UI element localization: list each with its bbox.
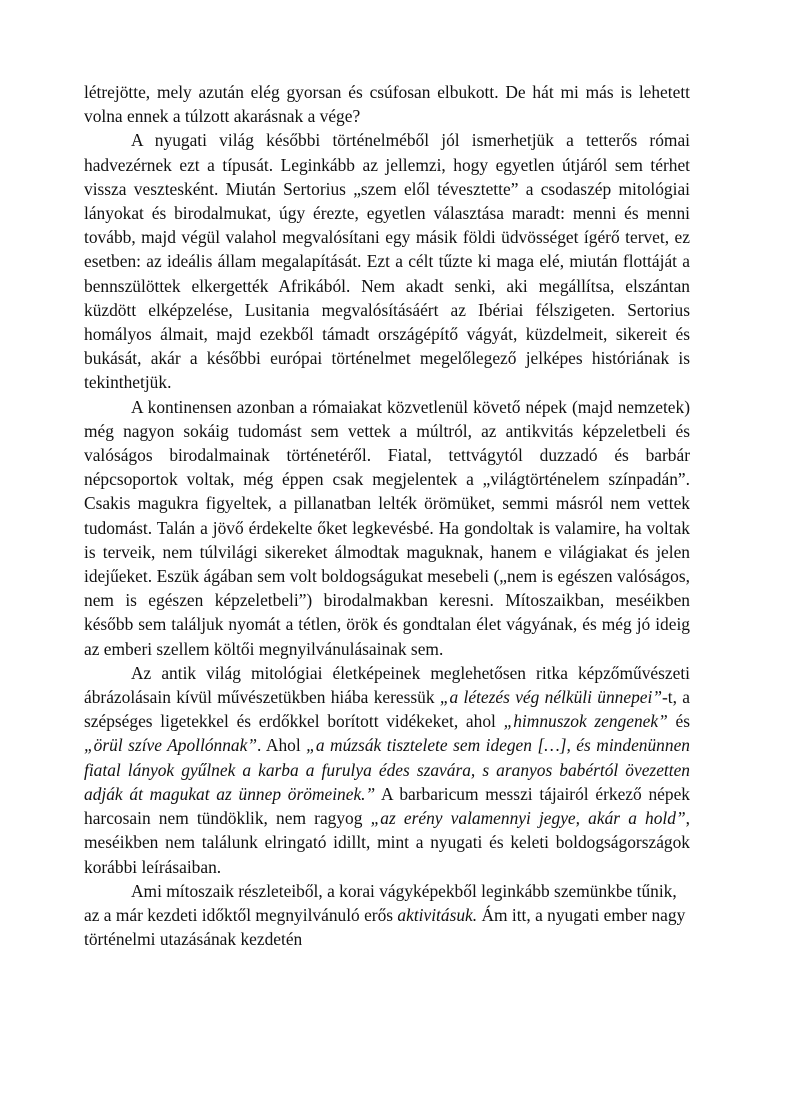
- text-run: . Ahol: [257, 735, 307, 756]
- document-page: [84, 80, 690, 951]
- italic-quote: „örül szíve Apollónnak”: [84, 735, 257, 756]
- text-run: Ami mítoszaik részleteiből, a korai vágyképekből leginkább szemünkbe tűnik, az a már kezdeti időktől megnyilvánuló erős: [84, 880, 677, 925]
- text-run: létrejötte, mely azután elég gyorsan és csúfosan elbukott. De hát mi más is lehetett volna ennek a túlzott akarásnak a vége?: [84, 82, 690, 127]
- paragraph-sertorius: [84, 128, 690, 394]
- paragraph-antique-art: [84, 661, 690, 879]
- italic-quote: „himnuszok zengenek”: [503, 711, 668, 732]
- text-run: és: [667, 711, 690, 732]
- italic-quote: „a múzsák tisztelete sem idegen […], és mindenünnen fiatal lányok gyűlnek a karba a furulya édes szavára, s aranyos babértól övezetten adják át magukat az ünnep örömeinek.”: [84, 735, 690, 804]
- text-run: Az antik világ mitológiai életképeinek meglehetősen ritka képzőművészeti ábrázolásain kívül művészetükben hiába keressük: [84, 662, 690, 708]
- italic-quote: „az erény valamennyi jegye, akár a hold”: [370, 808, 686, 829]
- text-run: A kontinensen azonban a rómaiakat közvetlenül követő népek (majd nemzetek) még nagyon sokáig tudomást sem vettek a múltról, az antikvitás képzeletbeli és valóságos birodalmainak történetéről. Fiatal, tettvágytól duzzadó és barbár népcsoportok voltak, még éppen csak megjelentek a „világtörténelem színpadán”. Csakis magukra figyeltek, a pillanatban lelték örömüket, semmi másról nem vettek tudomást. Talán a jövő érdekelte őket legkevésbé. Ha gondoltak is valamire, ha voltak is terveik, nem túlvilági sikereket álmodtak maguknak, hanem e világiakat és jelen idejűeket. Eszük ágában sem volt boldogságukat mesebeli („nem is egészen valóságos, nem is egészen képzeletbeli”) birodalmakban keresni. Mítoszaikban, meséikben később sem találjuk nyomát a tétlen, örök és gondtalan élet vágyának, és még jó ideig az emberi szellem költői megnyilvánulásainak sem.: [84, 396, 690, 659]
- paragraph-continued: [84, 80, 690, 128]
- text-run: -t, a szépséges ligetekkel és erdőkkel borított vidékeket, ahol: [84, 687, 690, 732]
- text-run: A nyugati világ későbbi történelméből jól ismerhetjük a tetterős római hadvezérnek ezt a típusát. Leginkább az jellemzi, hogy egyetlen útjáról sem térhet vissza vesztesként. Miután Sertorius „szem elől tévesztette” a csodaszép mitológiai lányokat és birodalmukat, úgy érezte, egyetlen választása maradt: menni és menni tovább, majd végül valahol megvalósítani egy másik földi üdvösséget ígérő tervet, ez esetben: az ideális állam megalapítását. Ezt a célt tűzte ki maga elé, miután flottáját a bennszülöttek elkergették Afrikából. Nem akadt senki, aki megállítsa, elszántan küzdött elképzelése, Lusitania megvalósításáért az Ibériai félszigeten. Sertorius homályos álmait, majd ezekből támadt országépítő vágyát, küzdelmeit, sikereit és bukását, akár a későbbi európai történelmet megelőlegező jelképes históriának is tekinthetjük.: [84, 130, 690, 393]
- text-run: A barbaricum messzi tájairól érkező népek harcosain nem tündöklik, nem ragyog: [84, 783, 690, 829]
- italic-quote: aktivitásuk.: [397, 904, 478, 925]
- text-run: Ám itt, a nyugati ember nagy történelmi utazásának kezdetén: [84, 904, 686, 950]
- paragraph-activity: [84, 879, 690, 952]
- paragraph-barbarian-peoples: [84, 395, 690, 661]
- italic-quote: „a létezés vég nélküli ünnepei”: [439, 687, 662, 708]
- text-run: , meséikben nem találunk elringató idillt, mint a nyugati és keleti boldogságországok korábbi leírásaiban.: [84, 808, 690, 877]
